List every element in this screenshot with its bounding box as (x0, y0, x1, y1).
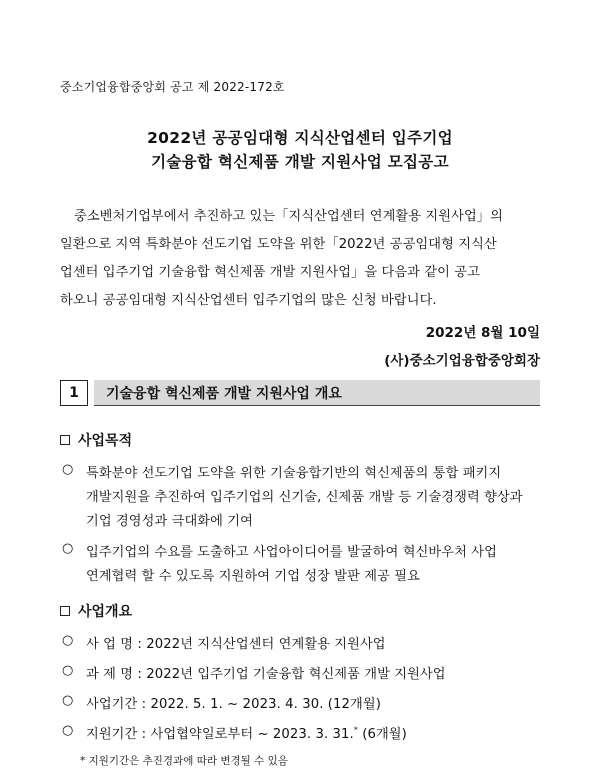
title-line-1: 2022년 공공임대형 지식산업센터 입주기업 (147, 129, 453, 147)
overview-heading (60, 601, 132, 621)
support-period-text: 지원기간 : 사업협약일로부터 ~ 2023. 3. 31. (86, 727, 354, 742)
overview-support-period (86, 723, 407, 742)
overview-heading-text: 사업개요 (78, 604, 133, 620)
purpose-heading (60, 430, 132, 450)
issuing-organization: (사)중소기업융합중앙회장 (384, 353, 540, 369)
title-line-2: 기술융합 혁신제품 개발 지원사업 모집공고 (151, 153, 449, 171)
purpose-item-2-line-1: 입주기업의 수요를 도출하고 사업아이디어를 발굴하여 혁신바우처 사업 (86, 545, 497, 560)
footnote: * 지원기간은 추진경과에 따라 변경될 수 있음 (80, 755, 288, 767)
square-bullet-icon (60, 606, 70, 616)
overview-project-period: 사업기간 : 2022. 5. 1. ~ 2023. 4. 30. (12개월) (86, 697, 381, 712)
overview-task-name: 과 제 명 : 2022년 입주기업 기술융합 혁신제품 개발 지원사업 (86, 667, 446, 682)
support-period-duration: (6개월) (357, 727, 407, 742)
notice-number: 중소기업융합중앙회 공고 제 2022-172호 (60, 80, 285, 94)
circle-bullet-icon: ○ (62, 723, 74, 738)
purpose-item-1-line-3: 기업 경영성과 극대화에 기여 (86, 514, 253, 529)
footnote-marker: * (353, 725, 358, 735)
circle-bullet-icon: ○ (62, 462, 74, 477)
intro-line-2: 일환으로 지역 특화분야 선도기업 도약을 위한「2022년 공공임대형 지식산 (60, 237, 497, 252)
purpose-item-1-line-1: 특화분야 선도기업 도약을 위한 기술융합기반의 혁신제품의 통합 패키지 (86, 466, 502, 481)
purpose-item-1-line-2: 개발지원을 추진하여 입주기업의 신기술, 신제품 개발 등 기술경쟁력 향상과 (86, 490, 523, 505)
purpose-item-2-line-2: 연계협력 할 수 있도록 지원하여 기업 성장 발판 제공 필요 (86, 569, 420, 584)
circle-bullet-icon: ○ (62, 693, 74, 708)
circle-bullet-icon: ○ (62, 633, 74, 648)
intro-line-3: 업센터 입주기업 기술융합 혁신제품 개발 지원사업」을 다음과 같이 공고 (60, 265, 480, 280)
section-number: 1 (60, 380, 88, 406)
section-title: 기술융합 혁신제품 개발 지원사업 개요 (106, 385, 342, 402)
purpose-heading-text: 사업목적 (78, 433, 133, 449)
circle-bullet-icon: ○ (62, 541, 74, 556)
overview-project-name: 사 업 명 : 2022년 지식산업센터 연계활용 지원사업 (86, 637, 386, 652)
intro-line-1: 중소벤처기업부에서 추진하고 있는「지식산업센터 연계활용 지원사업」의 (74, 209, 503, 224)
notice-date: 2022년 8월 10일 (425, 325, 540, 341)
section-title-bar (94, 380, 540, 406)
square-bullet-icon (60, 435, 70, 445)
circle-bullet-icon: ○ (62, 663, 74, 678)
intro-line-4: 하오니 공공임대형 지식산업센터 입주기업의 많은 신청 바랍니다. (60, 293, 437, 308)
